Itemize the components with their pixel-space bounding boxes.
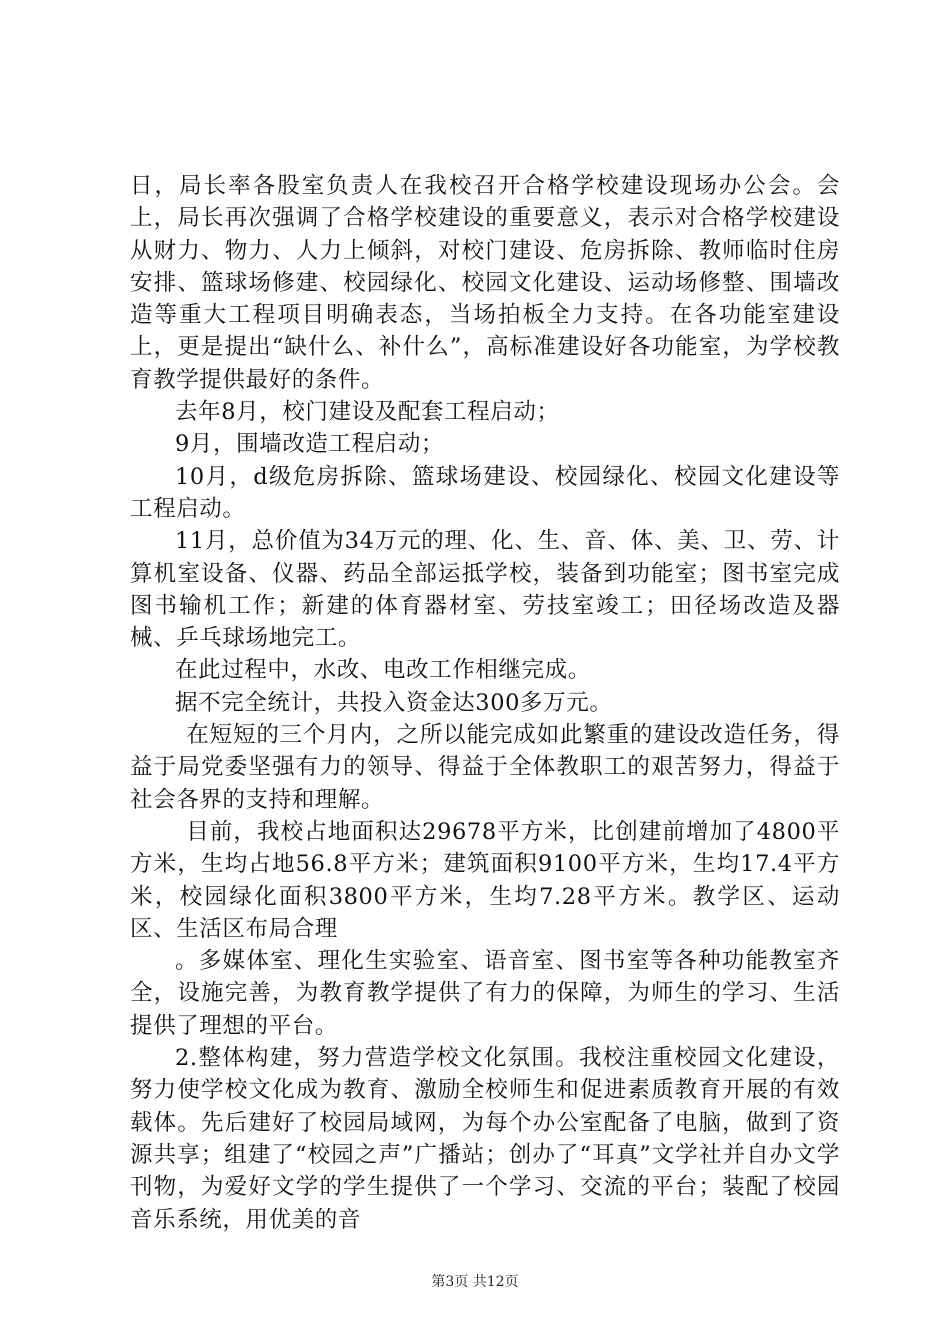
document-body bbox=[130, 170, 840, 1236]
paragraph-7: 据不完全统计，共投入资金达300多万元。 bbox=[175, 689, 613, 716]
paragraph-6: 在此过程中，水改、电改工作相继完成。 bbox=[175, 657, 591, 684]
page-number-footer: 第3页 共12页 bbox=[431, 1274, 519, 1290]
paragraph-3: 9月，围墙改造工程启动； bbox=[175, 431, 445, 458]
paragraph-5: 11月，总价值为34万元的理、化、生、音、体、美、卫、劳、计算机室设备、仪器、药品全部运抵学校，装备到功能室；图书室完成图书输机工作；新建的体育器材室、劳技室竣工；田径场改造及器械、乒乓球场地完工。 bbox=[130, 528, 840, 652]
paragraph-9: 目前，我校占地面积达29678平方米，比创建前增加了4800平方米，生均占地56.8平方米；建筑面积9100平方米，生均17.4平方米，校园绿化面积3800平方米，生均7.28平方米。教学区、运动区、生活区布局合理 bbox=[130, 818, 840, 942]
paragraph-11: 2.整体构建，努力营造学校文化氛围。我校注重校园文化建设，努力使学校文化成为教育、激励全校师生和促进素质教育开展的有效载体。先后建好了校园局域网，为每个办公室配备了电脑，做到了资源共享；组建了“校园之声”广播站；创办了“耳真”文学社并自办文学刊物，为爱好文学的学生提供了一个学习、交流的平台；装配了校园音乐系统，用优美的音 bbox=[130, 1045, 840, 1233]
paragraph-10: 。多媒体室、理化生实验室、语音室、图书室等各种功能教室齐全，设施完善，为教育教学提供了有力的保障，为师生的学习、生活提供了理想的平台。 bbox=[130, 948, 840, 1039]
paragraph-8: 在短短的三个月内，之所以能完成如此繁重的建设改造任务，得益于局党委坚强有力的领导、得益于全体教职工的艰苦努力，得益于社会各界的支持和理解。 bbox=[130, 722, 840, 813]
paragraph-2: 去年8月，校门建设及配套工程启动； bbox=[175, 399, 560, 426]
paragraph-1: 日，局长率各股室负责人在我校召开合格学校建设现场办公会。会上，局长再次强调了合格学校建设的重要意义，表示对合格学校建设从财力、物力、人力上倾斜，对校门建设、危房拆除、教师临时住房安排、篮球场修建、校园绿化、校园文化建设、运动场修整、围墙改造等重大工程项目明确表态，当场拍板全力支持。在各功能室建设上，更是提出“缺什么、补什么”，高标准建设好各功能室，为学校教育教学提供最好的条件。 bbox=[130, 173, 840, 393]
paragraph-4: 10月，d级危房拆除、篮球场建设、校园绿化、校园文化建设等工程启动。 bbox=[130, 463, 840, 522]
